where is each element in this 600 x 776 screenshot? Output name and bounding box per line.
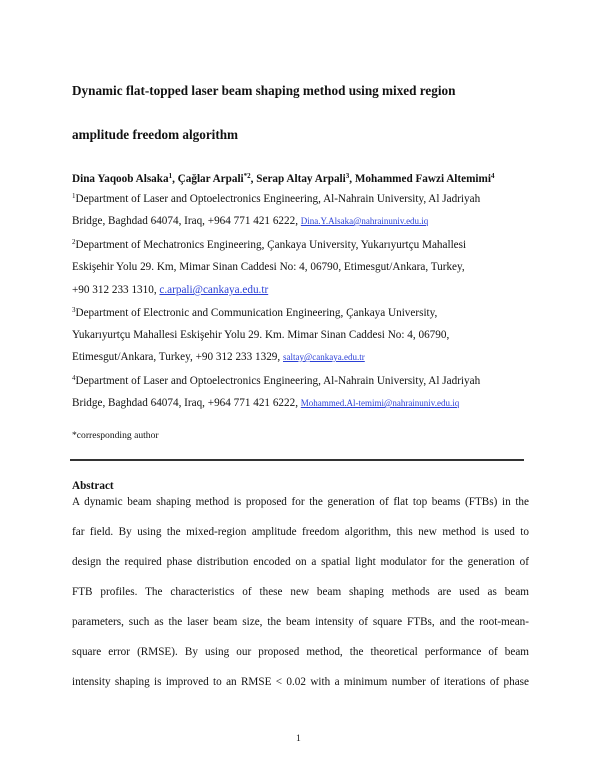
author-affiliation-mark: *2 bbox=[243, 172, 251, 180]
corresponding-author-note: *corresponding author bbox=[72, 430, 159, 441]
author-affiliation-mark: 1 bbox=[168, 172, 173, 180]
author-affiliation-mark: 3 bbox=[345, 172, 350, 180]
affiliation-1-line-2 bbox=[72, 215, 428, 227]
affiliation-text: +90 312 233 1310, bbox=[72, 284, 160, 296]
author-affiliation-mark: 4 bbox=[490, 172, 495, 180]
email-link-alsaka[interactable]: Dina.Y.Alsaka@nahrainuniv.edu.iq bbox=[300, 216, 429, 226]
affiliation-mark: 4 bbox=[72, 374, 76, 382]
affiliation-text: Department of Laser and Optoelectronics Engineering, Al-Nahrain University, Al Jadriyah bbox=[75, 193, 481, 205]
abstract-line: square error (RMSE). By using our proposed method, the theoretical performance of beam bbox=[72, 646, 529, 658]
author-name: Mohammed Fawzi Altemimi bbox=[354, 173, 491, 185]
affiliation-3-line-1 bbox=[72, 306, 437, 319]
email-link-altay-arpali[interactable]: saltay@cankaya.edu.tr bbox=[283, 352, 365, 362]
abstract-line: parameters, such as the laser beam size, the beam intensity of square FTBs, and the root-mean- bbox=[72, 616, 529, 628]
abstract-line: far field. By using the mixed-region amplitude freedom algorithm, this new method is used to bbox=[72, 526, 529, 538]
abstract-line: intensity shaping is improved to an RMSE < 0.02 with a minimum number of iterations of phase bbox=[72, 676, 529, 688]
abstract-line: FTB profiles. The characteristics of these new beam shaping methods are used as beam bbox=[72, 586, 529, 598]
abstract-line: A dynamic beam shaping method is proposed for the generation of flat top beams (FTBs) in the bbox=[72, 496, 529, 508]
paper-title-line-1: Dynamic flat-topped laser beam shaping method using mixed region bbox=[72, 83, 456, 98]
affiliation-text: Bridge, Baghdad 64074, Iraq, +964 771 421 6222, bbox=[72, 397, 301, 409]
affiliation-3-line-2: Yukarıyurtçu Mahallesi Eskişehir Yolu 29. Km. Mimar Sinan Caddesi No: 4, 06790, bbox=[72, 329, 450, 341]
abstract-heading: Abstract bbox=[72, 480, 114, 492]
affiliation-text: Department of Mechatronics Engineering, Çankaya University, Yukarıyurtçu Mahallesi bbox=[75, 239, 467, 251]
paper-title-line-2: amplitude freedom algorithm bbox=[72, 127, 239, 142]
affiliation-2-line-1 bbox=[72, 238, 466, 251]
affiliation-mark: 2 bbox=[72, 238, 76, 246]
author-separator: , bbox=[349, 173, 355, 185]
author-name: Çağlar Arpali bbox=[177, 173, 244, 185]
affiliation-text: Department of Electronic and Communication Engineering, Çankaya University, bbox=[75, 307, 438, 319]
page-number: 1 bbox=[296, 733, 301, 744]
author-separator: , bbox=[250, 173, 257, 185]
email-link-arpali[interactable]: c.arpali@cankaya.edu.tr bbox=[159, 284, 269, 296]
abstract-line: design the required phase distribution encoded on a spatial light modulator for the generation of bbox=[72, 556, 529, 568]
affiliation-4-line-1 bbox=[72, 374, 480, 387]
affiliation-text: Etimesgut/Ankara, Turkey, +90 312 233 1329, bbox=[72, 351, 283, 363]
affiliation-text: Department of Laser and Optoelectronics Engineering, Al-Nahrain University, Al Jadriyah bbox=[75, 375, 481, 387]
author-list bbox=[72, 172, 494, 185]
affiliation-2-line-3 bbox=[72, 284, 268, 296]
affiliation-text: Bridge, Baghdad 64074, Iraq, +964 771 421 6222, bbox=[72, 215, 301, 227]
author-name: Serap Altay Arpali bbox=[256, 173, 346, 185]
author-separator: , bbox=[172, 173, 178, 185]
email-link-altemimi[interactable]: Mohammed.Al-temimi@nahrainuniv.edu.iq bbox=[300, 398, 460, 408]
affiliation-3-line-3 bbox=[72, 351, 365, 363]
affiliation-4-line-2 bbox=[72, 397, 459, 409]
affiliation-mark: 3 bbox=[72, 306, 76, 314]
author-name: Dina Yaqoob Alsaka bbox=[72, 173, 169, 185]
section-divider bbox=[70, 459, 524, 461]
affiliation-1-line-1 bbox=[72, 192, 480, 205]
affiliation-mark: 1 bbox=[72, 192, 76, 200]
affiliation-2-line-2: Eskişehir Yolu 29. Km, Mimar Sinan Caddesi No: 4, 06790, Etimesgut/Ankara, Turkey, bbox=[72, 261, 465, 273]
